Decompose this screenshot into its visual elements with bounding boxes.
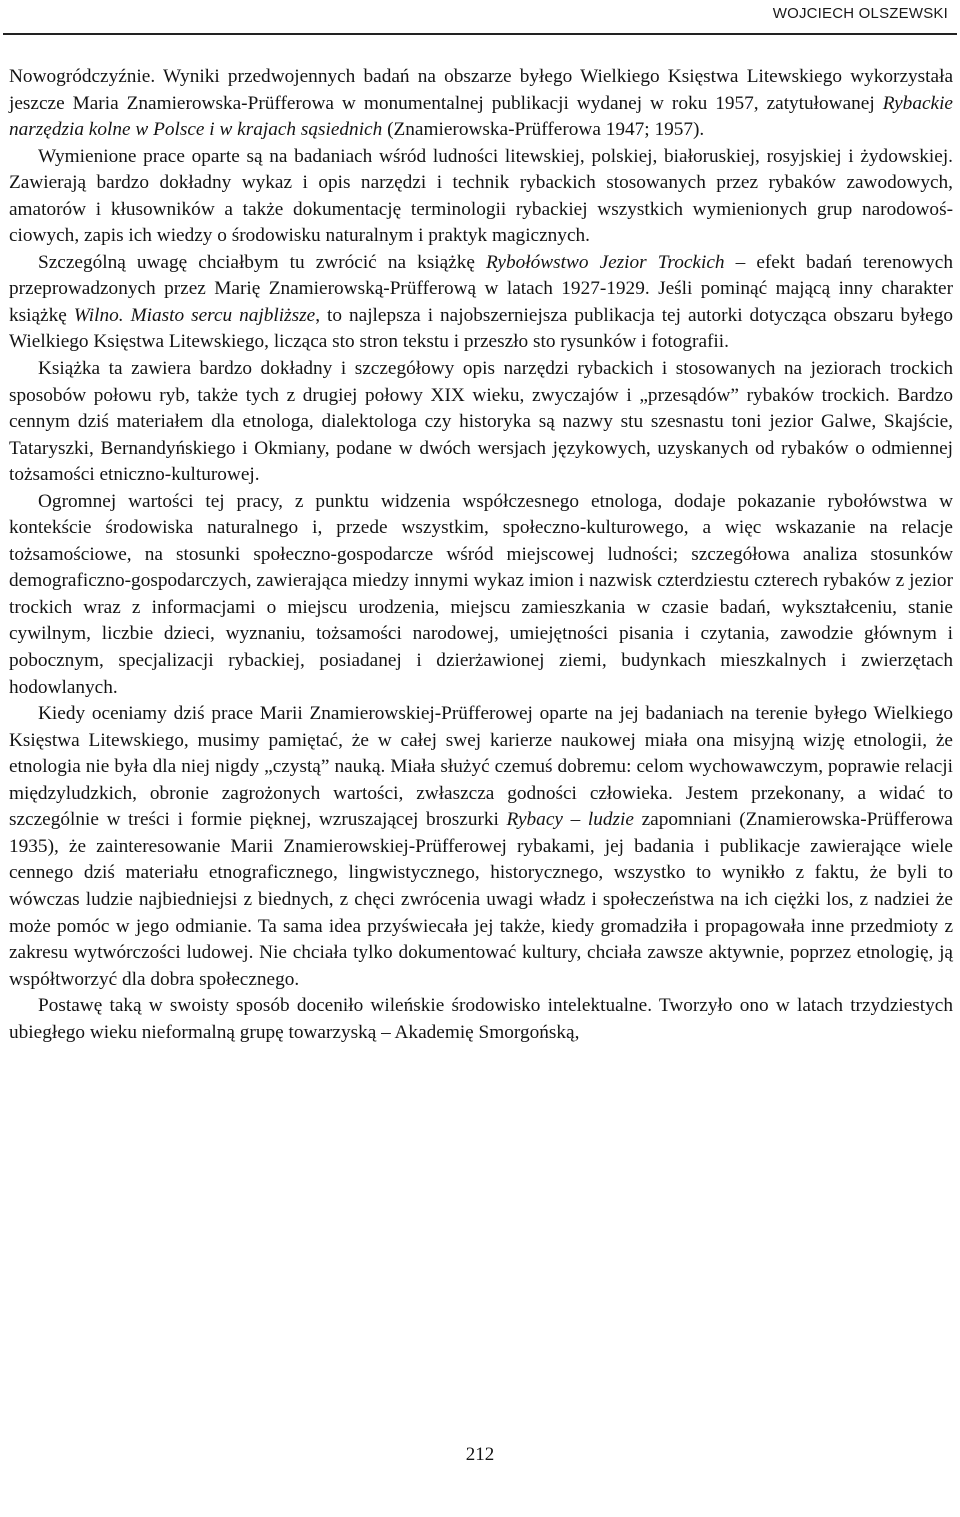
paragraph bbox=[9, 250, 953, 356]
paragraph bbox=[9, 64, 953, 144]
text-run: Postawę taką w swoisty sposób doceniło wileńskie środowisko intelektualne. Tworzyło ono w latach trzydziestych ubiegłego wieku nieformalną grupę towarzyską – Akademię Smorgońską, bbox=[9, 995, 953, 1043]
text-run: Szczególną uwagę chciałbym tu zwrócić na książkę bbox=[38, 251, 486, 273]
page-number: 212 bbox=[465, 1444, 495, 1465]
header-rule bbox=[3, 33, 957, 35]
paragraph bbox=[9, 356, 953, 489]
italic-title: Wilno. Miasto sercu najbliższe bbox=[73, 304, 316, 326]
text-run: – efekt badań terenowych przeprowadzonych przez Marię Znamierowską-Prüfferową w latach 1927-1929. Jeśli pominąć mającą inny charakter książkę bbox=[9, 251, 953, 326]
text-run: Książka ta zawiera bardzo dokładny i szczegółowy opis narzędzi rybackich i stosowanych na jeziorach trockich sposobów połowu ryb, także tych z drugiej połowy XIX wieku, zwyczajów i „przesądów” rybaków trockich. Bardzo cennym dziś materiałem dla etnologa, dialektologa czy historyka są nazwy stu szesnastu toni jezior Galwe, Skajście, Tataryszki, Bernandyńskiego i Okmiany, podane w dwóch wersjach językowych, uzyskanych od rybaków o odmiennej tożsamości etniczno-kulturowej. bbox=[9, 358, 953, 486]
text-run: Wymienione prace oparte są na badaniach wśród ludności litewskiej, polskiej, białoruskiej, rosyjskiej i żydowskiej. Zawierają bardzo dokładny wykaz i opis narzędzi i technik rybackich stosowanych przez rybaków zawodowych, amatorów i kłusowników a także dokumentację terminologii rybackiej wszystkich wymienionych grup narodowoś-ciowych, zapis ich wiedzy o środowisku naturalnym i praktyk magicznych. bbox=[9, 145, 953, 247]
paragraph bbox=[9, 489, 953, 701]
text-run: Ogromnej wartości tej pracy, z punktu widzenia współczesnego etnologa, dodaje pokazanie rybołówstwa w kontekście środowiska naturalnego i, przede wszystkim, społeczno-kulturowego, a więc wskazanie na relacje tożsamościowe, na stosunki społeczno-gospodarcze wśród miejscowej ludności; szczegółowa analiza stosunków demograficzno-gospodarczych, zawierająca miedzy innymi wykaz imion i nazwisk czterdziestu czterech rybaków z jezior trockich wraz z informacjami o miejscu urodzenia, miejscu zamieszkania w czasie badań, wykształceniu, stanie cywilnym, liczbie dzieci, wyznaniu, tożsamości narodowej, umiejętności pisania i czytania, zawodzie głównym i pobocznym, specjalizacji rybackiej, posiadanej i dzierżawionej ziemi, budynkach mieszkalnych i zwierzętach hodowlanych. bbox=[9, 490, 953, 698]
body-text bbox=[9, 64, 953, 1046]
italic-title: Rybołówstwo Jezior Trockich bbox=[486, 251, 725, 273]
running-header: WOJCIECH OLSZEWSKI bbox=[772, 5, 948, 22]
text-run: Nowogródczyźnie. Wyniki przedwojennych badań na obszarze byłego Wielkiego Księstwa Litewskiego wykorzystała jeszcze Maria Znamierowska-Prüfferowa w monumentalnej publikacji wydanej w roku 1957, zatytułowanej bbox=[9, 66, 953, 114]
paragraph bbox=[9, 144, 953, 250]
paragraph bbox=[9, 993, 953, 1046]
paragraph bbox=[9, 701, 953, 993]
text-run: Kiedy oceniamy dziś prace Marii Znamierowskiej-Prüfferowej oparte na jej badaniach na terenie byłego Wielkiego Księstwa Litewskiego, musimy pamiętać, że w całej swej karierze naukowej miała ona misyjną wizję etnologii, że etnologia nie była dla niej nigdy „czystą” nauką. Miała służyć czemuś dobremu: celom wychowawczym, poprawie relacji międzyludzkich, obronie zagrożonych wartości, zwłaszcza godności człowieka. Jestem przekonany, a widać to szczególnie w treści i formie pięknej, wzruszającej broszurki bbox=[9, 703, 953, 831]
italic-title: Rybackie narzędzia kolne w Polsce i w krajach sąsiednich bbox=[9, 92, 953, 141]
text-run: (Znamierowska-Prüfferowa 1947; 1957). bbox=[382, 119, 705, 141]
italic-title: Rybacy – ludzie bbox=[506, 809, 634, 831]
text-run: , to najlepsza i najobszerniejsza publikacja tej autorki dotycząca obszaru byłego Wielkiego Księstwa Litewskiego, licząca sto stron tekstu i przeszło sto rysunków i fotografii. bbox=[9, 304, 953, 353]
text-run: zapomniani (Znamierowska-Prüfferowa 1935), że zainteresowanie Marii Znamierowskiej-Prüfferowej rybakami, jej badania i publikacje zawierające wiele cennego dziś materiału etnograficznego, lingwistycznego, historycznego, wszystko to wynikło z faktu, że byli to wówczas ludzie najbiedniejsi z biednych, z chęci zwrócenia uwagi władz i społeczeństwa na ich ciężki los, z nadziei że może pomóc w jego odmianie. Ta sama idea przyświecała jej także, kiedy gromadziła i propagowała inne przedmioty z zakresu wytwórczości ludowej. Nie chciała tylko dokumentować kultury, chciała zawsze aktywnie, poprzez etnologię, ją współtworzyć dla dobra społecznego. bbox=[9, 809, 953, 990]
